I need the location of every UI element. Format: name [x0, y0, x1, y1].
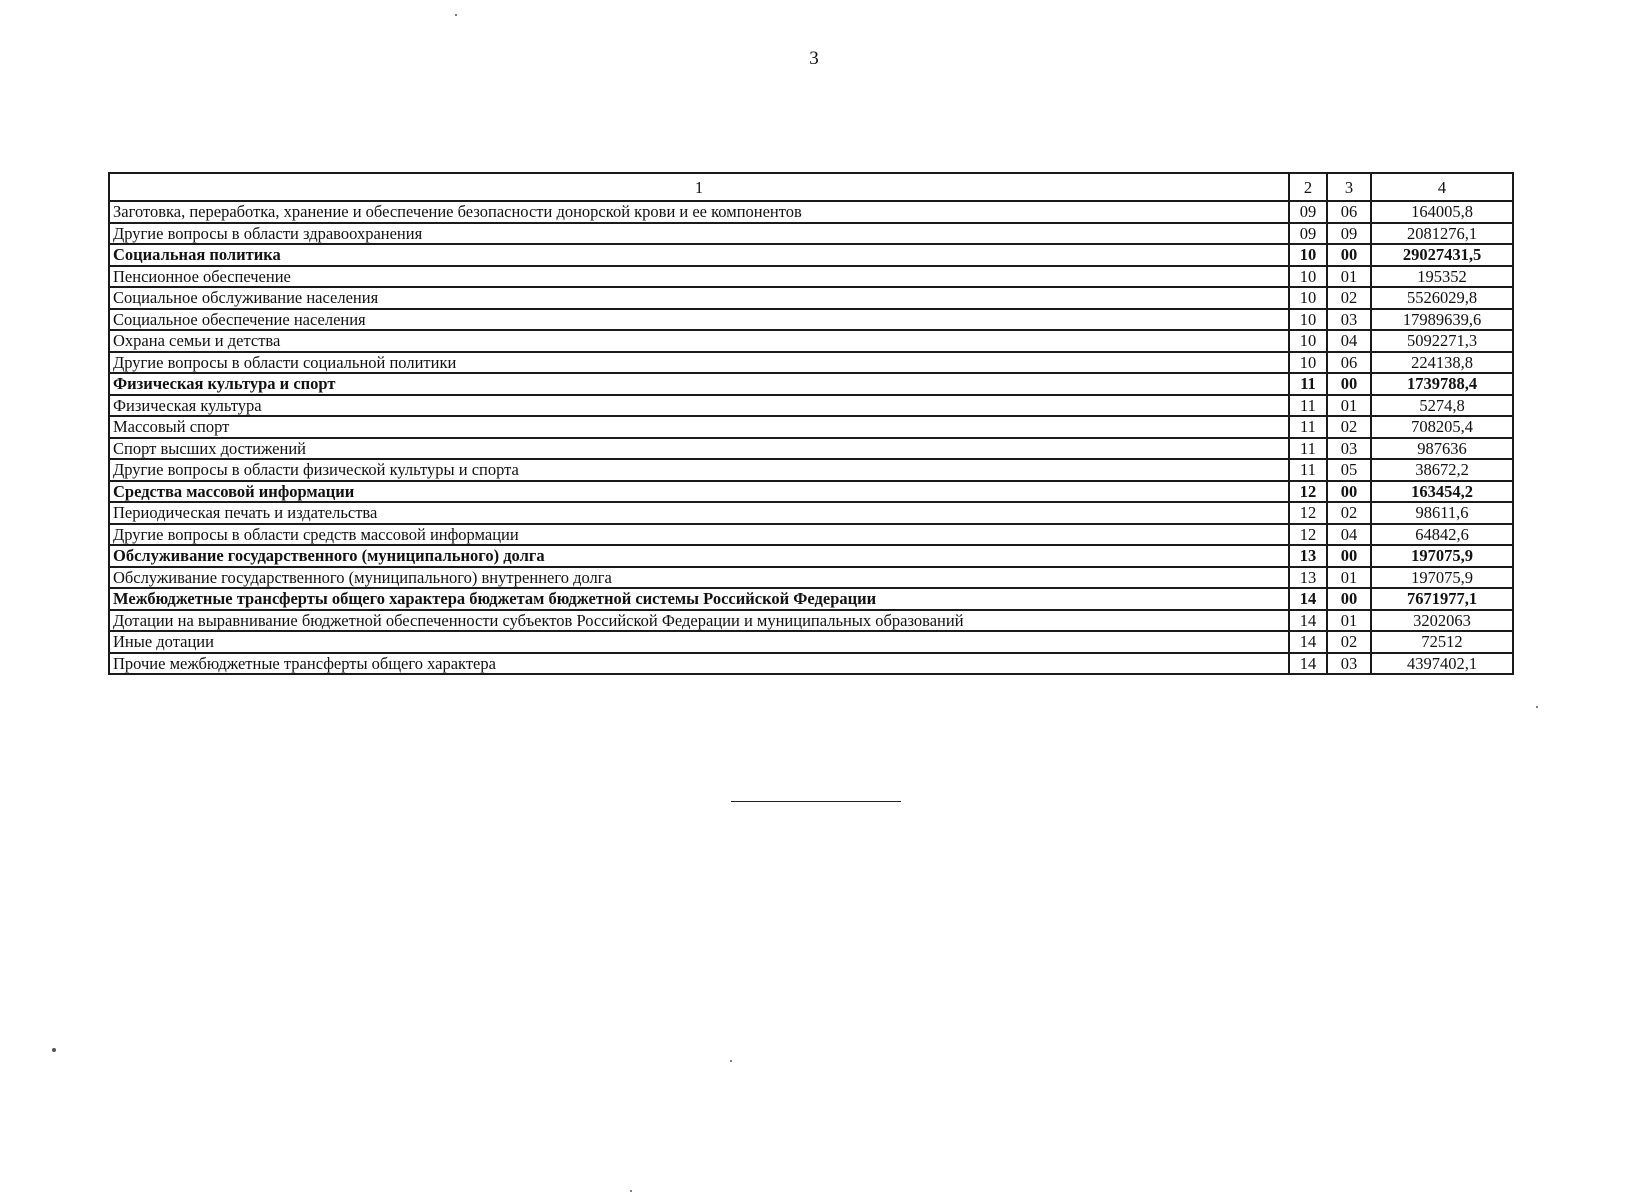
table-row: [109, 524, 1513, 546]
row-name: Другие вопросы в области физической культуры и спорта: [109, 459, 1289, 481]
row-name: Обслуживание государственного (муниципального) внутреннего долга: [109, 567, 1289, 589]
row-name: Межбюджетные трансферты общего характера бюджетам бюджетной системы Российской Федерации: [109, 588, 1289, 610]
row-name: Прочие межбюджетные трансферты общего характера: [109, 653, 1289, 675]
table-row: [109, 287, 1513, 309]
row-name: Социальное обслуживание населения: [109, 287, 1289, 309]
row-name: Социальное обеспечение населения: [109, 309, 1289, 331]
table-row: [109, 588, 1513, 610]
row-name: Заготовка, переработка, хранение и обеспечение безопасности донорской крови и ее компонентов: [109, 201, 1289, 223]
table-row: [109, 631, 1513, 653]
row-amount: 195352: [1371, 266, 1513, 288]
row-name: Спорт высших достижений: [109, 438, 1289, 460]
row-subsection-code: 00: [1327, 244, 1371, 266]
scan-speck: [1536, 706, 1538, 708]
scan-speck: [730, 1060, 732, 1062]
scan-speck: [52, 1048, 56, 1052]
row-section-code: 14: [1289, 653, 1327, 675]
row-name: Дотации на выравнивание бюджетной обеспеченности субъектов Российской Федерации и муниципальных образований: [109, 610, 1289, 632]
row-amount: 5274,8: [1371, 395, 1513, 417]
row-section-code: 13: [1289, 567, 1327, 589]
table-row: [109, 309, 1513, 331]
row-name: Иные дотации: [109, 631, 1289, 653]
row-subsection-code: 01: [1327, 395, 1371, 417]
row-amount: 64842,6: [1371, 524, 1513, 546]
row-section-code: 10: [1289, 330, 1327, 352]
header-row: [109, 173, 1513, 201]
row-section-code: 10: [1289, 244, 1327, 266]
row-name: Пенсионное обеспечение: [109, 266, 1289, 288]
row-amount: 197075,9: [1371, 545, 1513, 567]
row-name: Другие вопросы в области средств массовой информации: [109, 524, 1289, 546]
separator-line: [731, 801, 901, 802]
table-header: [109, 173, 1513, 201]
budget-table: [108, 172, 1514, 675]
row-section-code: 14: [1289, 610, 1327, 632]
row-section-code: 12: [1289, 502, 1327, 524]
row-subsection-code: 00: [1327, 373, 1371, 395]
row-subsection-code: 06: [1327, 201, 1371, 223]
row-section-code: 11: [1289, 395, 1327, 417]
row-amount: 708205,4: [1371, 416, 1513, 438]
row-subsection-code: 02: [1327, 287, 1371, 309]
row-section-code: 10: [1289, 352, 1327, 374]
row-subsection-code: 01: [1327, 567, 1371, 589]
table-row: [109, 502, 1513, 524]
row-subsection-code: 05: [1327, 459, 1371, 481]
row-subsection-code: 01: [1327, 610, 1371, 632]
row-subsection-code: 04: [1327, 330, 1371, 352]
table-row: [109, 266, 1513, 288]
row-amount: 197075,9: [1371, 567, 1513, 589]
row-subsection-code: 03: [1327, 309, 1371, 331]
row-amount: 163454,2: [1371, 481, 1513, 503]
row-section-code: 11: [1289, 373, 1327, 395]
table-row: [109, 373, 1513, 395]
row-amount: 3202063: [1371, 610, 1513, 632]
row-name: Другие вопросы в области здравоохранения: [109, 223, 1289, 245]
row-section-code: 14: [1289, 631, 1327, 653]
row-subsection-code: 03: [1327, 438, 1371, 460]
row-amount: 224138,8: [1371, 352, 1513, 374]
row-name: Обслуживание государственного (муниципального) долга: [109, 545, 1289, 567]
row-name: Физическая культура и спорт: [109, 373, 1289, 395]
table-row: [109, 416, 1513, 438]
row-section-code: 09: [1289, 201, 1327, 223]
row-subsection-code: 00: [1327, 588, 1371, 610]
row-subsection-code: 02: [1327, 416, 1371, 438]
row-name: Физическая культура: [109, 395, 1289, 417]
row-section-code: 10: [1289, 266, 1327, 288]
header-subsection-column: 3: [1327, 173, 1371, 201]
row-name: Средства массовой информации: [109, 481, 1289, 503]
row-amount: 1739788,4: [1371, 373, 1513, 395]
row-name: Социальная политика: [109, 244, 1289, 266]
table-row: [109, 330, 1513, 352]
row-amount: 5526029,8: [1371, 287, 1513, 309]
row-amount: 7671977,1: [1371, 588, 1513, 610]
row-section-code: 10: [1289, 309, 1327, 331]
row-subsection-code: 00: [1327, 481, 1371, 503]
row-name: Массовый спорт: [109, 416, 1289, 438]
header-amount-column: 4: [1371, 173, 1513, 201]
row-section-code: 11: [1289, 416, 1327, 438]
scan-speck: [630, 1190, 632, 1192]
row-name: Другие вопросы в области социальной политики: [109, 352, 1289, 374]
scan-speck: [455, 14, 457, 16]
row-amount: 29027431,5: [1371, 244, 1513, 266]
row-subsection-code: 09: [1327, 223, 1371, 245]
row-section-code: 10: [1289, 287, 1327, 309]
header-section-column: 2: [1289, 173, 1327, 201]
row-amount: 5092271,3: [1371, 330, 1513, 352]
row-subsection-code: 02: [1327, 631, 1371, 653]
table-row: [109, 481, 1513, 503]
table-row: [109, 223, 1513, 245]
row-amount: 17989639,6: [1371, 309, 1513, 331]
table-row: [109, 545, 1513, 567]
row-amount: 987636: [1371, 438, 1513, 460]
table-row: [109, 610, 1513, 632]
row-section-code: 11: [1289, 459, 1327, 481]
row-name: Охрана семьи и детства: [109, 330, 1289, 352]
row-section-code: 12: [1289, 524, 1327, 546]
row-section-code: 12: [1289, 481, 1327, 503]
row-section-code: 14: [1289, 588, 1327, 610]
row-amount: 98611,6: [1371, 502, 1513, 524]
row-subsection-code: 06: [1327, 352, 1371, 374]
table-row: [109, 438, 1513, 460]
row-amount: 72512: [1371, 631, 1513, 653]
row-subsection-code: 00: [1327, 545, 1371, 567]
table-row: [109, 459, 1513, 481]
table-row: [109, 567, 1513, 589]
row-subsection-code: 04: [1327, 524, 1371, 546]
row-name: Периодическая печать и издательства: [109, 502, 1289, 524]
row-subsection-code: 01: [1327, 266, 1371, 288]
row-section-code: 11: [1289, 438, 1327, 460]
row-section-code: 13: [1289, 545, 1327, 567]
page-number: 3: [809, 48, 819, 69]
table-row: [109, 352, 1513, 374]
row-subsection-code: 03: [1327, 653, 1371, 675]
row-amount: 2081276,1: [1371, 223, 1513, 245]
row-amount: 38672,2: [1371, 459, 1513, 481]
row-amount: 164005,8: [1371, 201, 1513, 223]
table-row: [109, 244, 1513, 266]
table-row: [109, 201, 1513, 223]
row-amount: 4397402,1: [1371, 653, 1513, 675]
table-body: [109, 201, 1513, 674]
table-row: [109, 395, 1513, 417]
row-section-code: 09: [1289, 223, 1327, 245]
row-subsection-code: 02: [1327, 502, 1371, 524]
header-name-column: 1: [109, 173, 1289, 201]
table-row: [109, 653, 1513, 675]
